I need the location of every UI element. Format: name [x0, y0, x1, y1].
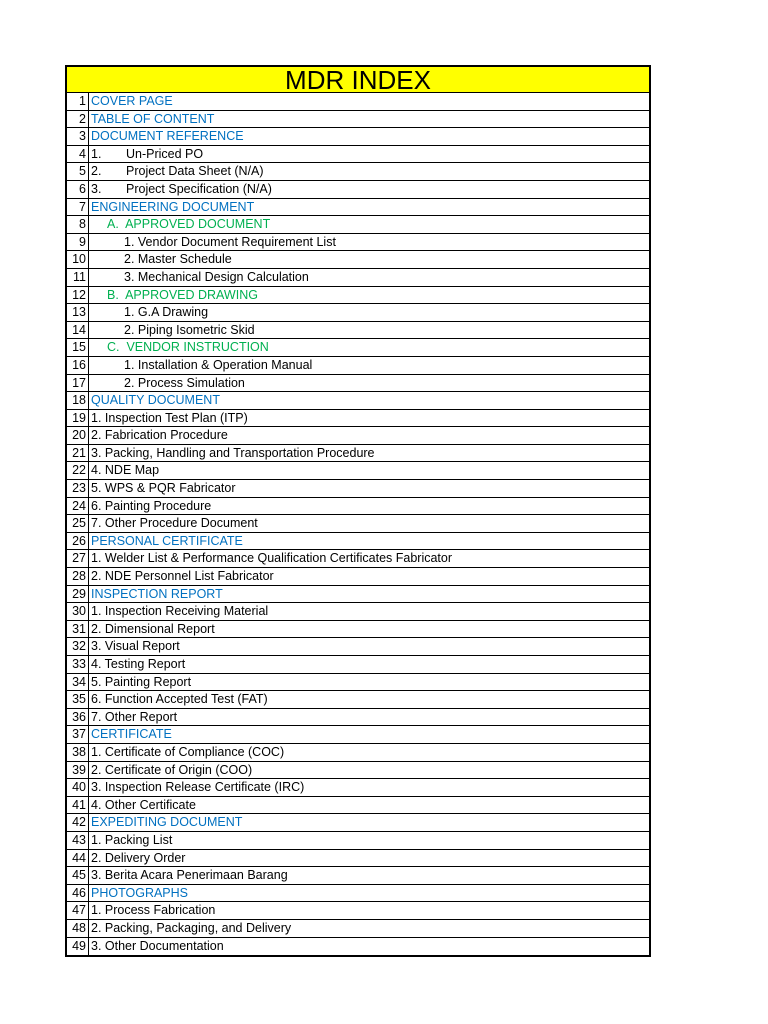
- table-row: [67, 234, 649, 252]
- row-number: 45: [67, 867, 89, 884]
- table-row: [67, 621, 649, 639]
- row-number: 22: [67, 462, 89, 479]
- table-row: [67, 111, 649, 129]
- row-label: 4. Testing Report: [91, 657, 186, 671]
- table-row: [67, 867, 649, 885]
- table-row: [67, 902, 649, 920]
- table-row: [67, 533, 649, 551]
- row-label: 2. Packing, Packaging, and Delivery: [91, 920, 292, 935]
- section-heading: QUALITY DOCUMENT: [91, 393, 220, 408]
- row-number: 6: [67, 181, 89, 198]
- table-body: [67, 93, 649, 955]
- row-number: 34: [67, 674, 89, 691]
- row-label: 7. Other Report: [91, 709, 178, 724]
- row-label: 1. Welder List & Performance Qualification Certificates Fabricator: [91, 551, 453, 566]
- section-heading: DOCUMENT REFERENCE: [91, 129, 244, 144]
- row-label: 2. Dimensional Report: [91, 621, 215, 636]
- table-row: [67, 603, 649, 621]
- table-row: [67, 410, 649, 428]
- section-heading: INSPECTION REPORT: [91, 586, 223, 601]
- row-number: 10: [67, 251, 89, 268]
- table-row: [67, 181, 649, 199]
- row-number: 20: [67, 427, 89, 444]
- row-label: 3. Packing, Handling and Transportation Procedure: [91, 445, 375, 460]
- table-row: [67, 427, 649, 445]
- row-number: 25: [67, 515, 89, 532]
- row-number: 17: [67, 375, 89, 392]
- row-number: 19: [67, 410, 89, 427]
- row-label: [89, 163, 649, 180]
- row-number: 14: [67, 322, 89, 339]
- row-number: 40: [67, 779, 89, 796]
- row-number: 15: [67, 339, 89, 356]
- table-row: [67, 779, 649, 797]
- row-label: 3. Berita Acara Penerimaan Barang: [91, 868, 288, 883]
- table-row: [67, 762, 649, 780]
- section-heading: PHOTOGRAPHS: [91, 885, 189, 900]
- row-label: 2. Piping Isometric Skid: [124, 322, 255, 337]
- table-row: [67, 550, 649, 568]
- table-row: [67, 445, 649, 463]
- table-row: [67, 146, 649, 164]
- row-label: 6. Painting Procedure: [91, 498, 212, 513]
- table-row: [67, 850, 649, 868]
- table-row: [67, 375, 649, 393]
- row-label: 6. Function Accepted Test (FAT): [91, 692, 268, 707]
- row-label: 1. Certificate of Compliance (COC): [91, 744, 285, 759]
- row-label: 3. Visual Report: [91, 639, 180, 654]
- table-row: [67, 322, 649, 340]
- table-row: [67, 691, 649, 709]
- row-label: 5. Painting Report: [91, 674, 192, 689]
- table-row: [67, 586, 649, 604]
- section-heading: ENGINEERING DOCUMENT: [91, 199, 255, 214]
- table-row: [67, 656, 649, 674]
- row-number: 7: [67, 199, 89, 216]
- table-row: [67, 199, 649, 217]
- table-row: [67, 251, 649, 269]
- row-label: 1. Installation & Operation Manual: [124, 357, 313, 372]
- row-label: 1. G.A Drawing: [124, 305, 209, 320]
- row-label: 2. NDE Personnel List Fabricator: [91, 569, 274, 584]
- row-label: 2. Master Schedule: [124, 252, 232, 267]
- row-label: 3. Inspection Release Certificate (IRC): [91, 780, 305, 795]
- row-text: Project Specification (N/A): [126, 181, 272, 196]
- table-row: [67, 638, 649, 656]
- row-label: 4. NDE Map: [91, 463, 160, 478]
- row-number: 1: [67, 93, 89, 110]
- row-label: 2. Process Simulation: [124, 375, 245, 390]
- table-row: [67, 269, 649, 287]
- row-enumerator: 2.: [91, 164, 102, 179]
- row-number: 33: [67, 656, 89, 673]
- table-row: [67, 128, 649, 146]
- table-row: [67, 498, 649, 516]
- table-row: [67, 392, 649, 410]
- row-label: 3. Mechanical Design Calculation: [124, 269, 309, 284]
- row-number: 41: [67, 797, 89, 814]
- row-number: 23: [67, 480, 89, 497]
- row-number: 29: [67, 586, 89, 603]
- row-number: 44: [67, 850, 89, 867]
- row-label: 2. Certificate of Origin (COO): [91, 762, 253, 777]
- row-number: 48: [67, 920, 89, 937]
- table-row: [67, 287, 649, 305]
- row-number: 31: [67, 621, 89, 638]
- table-row: [67, 357, 649, 375]
- row-number: 13: [67, 304, 89, 321]
- row-number: 43: [67, 832, 89, 849]
- row-number: 27: [67, 550, 89, 567]
- row-number: 37: [67, 726, 89, 743]
- table-row: [67, 797, 649, 815]
- section-heading: TABLE OF CONTENT: [91, 111, 215, 126]
- table-row: [67, 216, 649, 234]
- row-label: [89, 181, 649, 198]
- row-number: 42: [67, 814, 89, 831]
- subsection-heading: B. APPROVED DRAWING: [107, 287, 258, 302]
- subsection-heading: C. VENDOR INSTRUCTION: [107, 340, 269, 355]
- section-heading: PERSONAL CERTIFICATE: [91, 533, 243, 548]
- row-number: 28: [67, 568, 89, 585]
- table-row: [67, 938, 649, 956]
- table-row: [67, 515, 649, 533]
- row-number: 11: [67, 269, 89, 286]
- table-row: [67, 814, 649, 832]
- row-label: 2. Delivery Order: [91, 850, 186, 865]
- row-text: Un-Priced PO: [126, 146, 204, 161]
- row-number: 9: [67, 234, 89, 251]
- row-label: 4. Other Certificate: [91, 797, 196, 812]
- table-row: [67, 93, 649, 111]
- row-label: 5. WPS & PQR Fabricator: [91, 481, 236, 496]
- table-title: MDR INDEX: [67, 67, 649, 93]
- row-number: 39: [67, 762, 89, 779]
- row-number: 49: [67, 938, 89, 956]
- row-label: 2. Fabrication Procedure: [91, 428, 228, 443]
- table-row: [67, 832, 649, 850]
- table-row: [67, 726, 649, 744]
- table-row: [67, 304, 649, 322]
- section-heading: COVER PAGE: [91, 94, 173, 108]
- row-number: 24: [67, 498, 89, 515]
- table-row: [67, 339, 649, 357]
- row-number: 21: [67, 445, 89, 462]
- row-label: [89, 146, 649, 163]
- row-number: 3: [67, 128, 89, 145]
- row-number: 12: [67, 287, 89, 304]
- row-number: 47: [67, 902, 89, 919]
- row-number: 16: [67, 357, 89, 374]
- table-row: [67, 885, 649, 903]
- row-number: 30: [67, 603, 89, 620]
- row-label: 1. Inspection Test Plan (ITP): [91, 410, 248, 425]
- table-row: [67, 568, 649, 586]
- subsection-heading: A. APPROVED DOCUMENT: [107, 217, 271, 232]
- row-label: 1. Packing List: [91, 832, 173, 847]
- row-number: 36: [67, 709, 89, 726]
- row-number: 35: [67, 691, 89, 708]
- section-heading: CERTIFICATE: [91, 727, 172, 742]
- row-number: 38: [67, 744, 89, 761]
- table-row: [67, 744, 649, 762]
- row-label: 1. Vendor Document Requirement List: [124, 234, 336, 249]
- section-heading: EXPEDITING DOCUMENT: [91, 815, 243, 830]
- row-number: 32: [67, 638, 89, 655]
- row-number: 8: [67, 216, 89, 233]
- row-number: 46: [67, 885, 89, 902]
- table-row: [67, 163, 649, 181]
- table-row: [67, 462, 649, 480]
- row-number: 5: [67, 163, 89, 180]
- row-enumerator: 3.: [91, 181, 102, 196]
- row-label: 1. Process Fabrication: [91, 903, 216, 918]
- row-number: 26: [67, 533, 89, 550]
- table-row: [67, 674, 649, 692]
- row-number: 2: [67, 111, 89, 128]
- row-text: Project Data Sheet (N/A): [126, 164, 264, 179]
- mdr-index-table: [65, 65, 651, 957]
- row-label: 1. Inspection Receiving Material: [91, 604, 269, 619]
- row-enumerator: 1.: [91, 146, 102, 161]
- row-number: 4: [67, 146, 89, 163]
- table-row: [67, 480, 649, 498]
- row-label: 7. Other Procedure Document: [91, 516, 258, 531]
- row-label: 3. Other Documentation: [91, 938, 224, 953]
- row-number: 18: [67, 392, 89, 409]
- table-row: [67, 709, 649, 727]
- table-row: [67, 920, 649, 938]
